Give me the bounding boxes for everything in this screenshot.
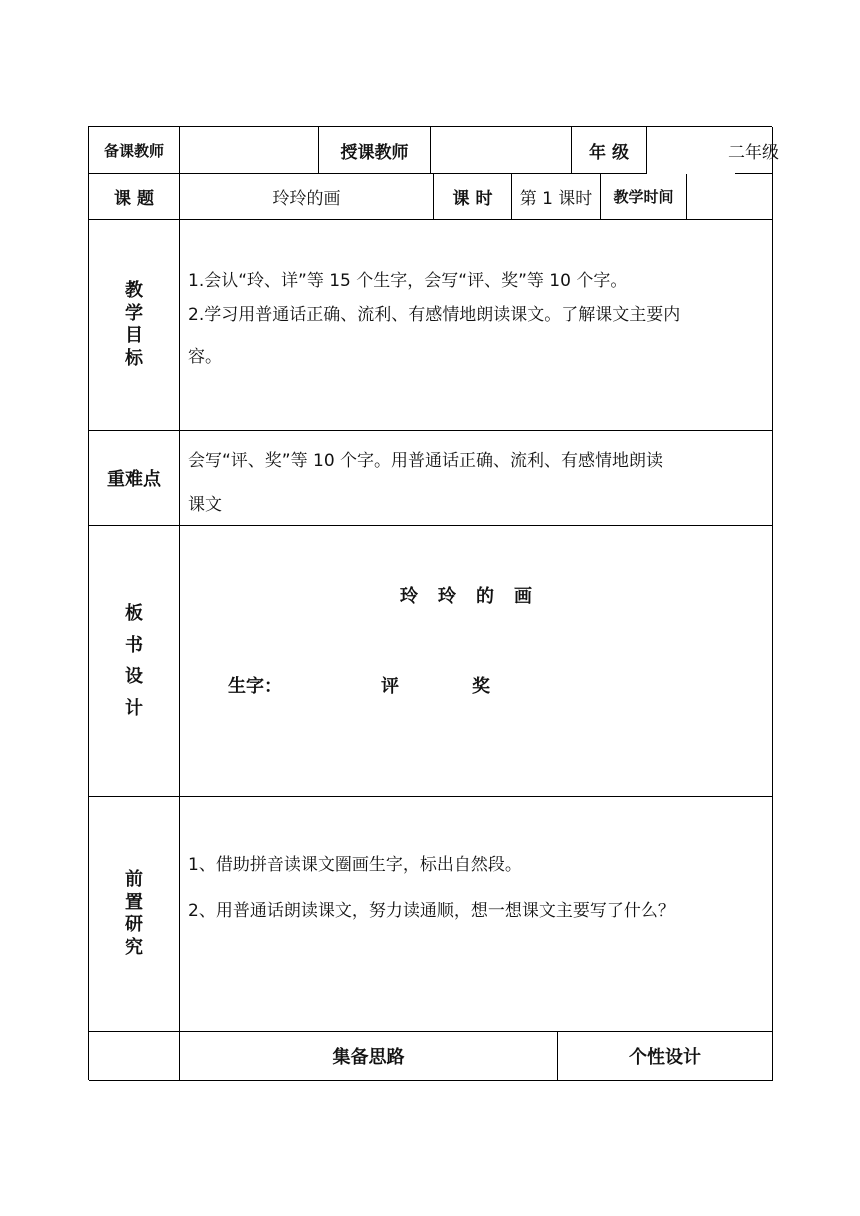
grade-label: 年 级 [572, 127, 647, 174]
preview-label-char: 研 [125, 914, 143, 935]
teaching-teacher-value[interactable] [431, 127, 572, 174]
preview-line: 1、借助拼音读课文圈画生字，标出自然段。 [188, 855, 522, 875]
goals-label-char: 标 [125, 347, 143, 369]
goals-line: 容。 [188, 347, 222, 367]
board-title: 玲玲的画 [400, 586, 552, 607]
prep-teacher-label: 备课教师 [89, 127, 180, 174]
teaching-time-label: 教学时间 [601, 174, 687, 220]
personal-design-label: 个性设计 [558, 1032, 773, 1081]
period-label: 课 时 [434, 174, 512, 220]
footer-empty-cell [89, 1032, 180, 1081]
goals-label-char: 目 [125, 325, 143, 346]
grade-value-cell [728, 127, 779, 174]
board-label-char: 设 [125, 666, 143, 687]
board-char: 评 [381, 676, 399, 697]
grade-value: 二年级 [728, 142, 779, 163]
teaching-time-value[interactable] [687, 174, 773, 220]
board-label [89, 526, 180, 797]
key-points-line: 会写“评、奖”等 10 个字。用普通话正确、流利、有感情地朗读 [188, 451, 664, 471]
goals-label-char: 教 [125, 280, 143, 301]
goals-content [180, 220, 773, 431]
preview-line: 2、用普通话朗读课文，努力读通顺，想一想课文主要写了什么？ [188, 901, 675, 921]
preview-label-char: 置 [125, 891, 143, 913]
topic-value: 玲玲的画 [180, 174, 434, 220]
preview-label-char: 前 [125, 869, 143, 890]
board-content [180, 526, 773, 797]
goals-line: 1.会认“玲、详”等 15 个生字，会写“评、奖”等 10 个字。 [188, 271, 628, 291]
period-value: 第 1 课时 [512, 174, 601, 220]
preview-content [180, 797, 773, 1032]
preview-label [89, 797, 180, 1032]
goals-label [89, 220, 180, 431]
board-label-char: 书 [125, 634, 143, 656]
board-char: 奖 [472, 676, 490, 697]
preview-label-char: 究 [125, 936, 143, 958]
collective-thoughts-label: 集备思路 [180, 1032, 558, 1081]
goals-label-char: 学 [125, 302, 143, 324]
goals-line: 2.学习用普通话正确、流利、有感情地朗读课文。了解课文主要内 [188, 305, 681, 325]
key-points-label: 重难点 [89, 431, 180, 526]
key-points-content [180, 431, 773, 526]
board-chars-label: 生字： [228, 676, 282, 697]
topic-label: 课 题 [89, 174, 180, 220]
prep-teacher-value[interactable] [180, 127, 319, 174]
key-points-line: 课文 [188, 495, 222, 515]
board-label-char: 计 [125, 697, 143, 719]
lesson-plan-table [88, 126, 779, 1080]
board-label-char: 板 [125, 603, 143, 624]
teaching-teacher-label: 授课教师 [319, 127, 431, 174]
